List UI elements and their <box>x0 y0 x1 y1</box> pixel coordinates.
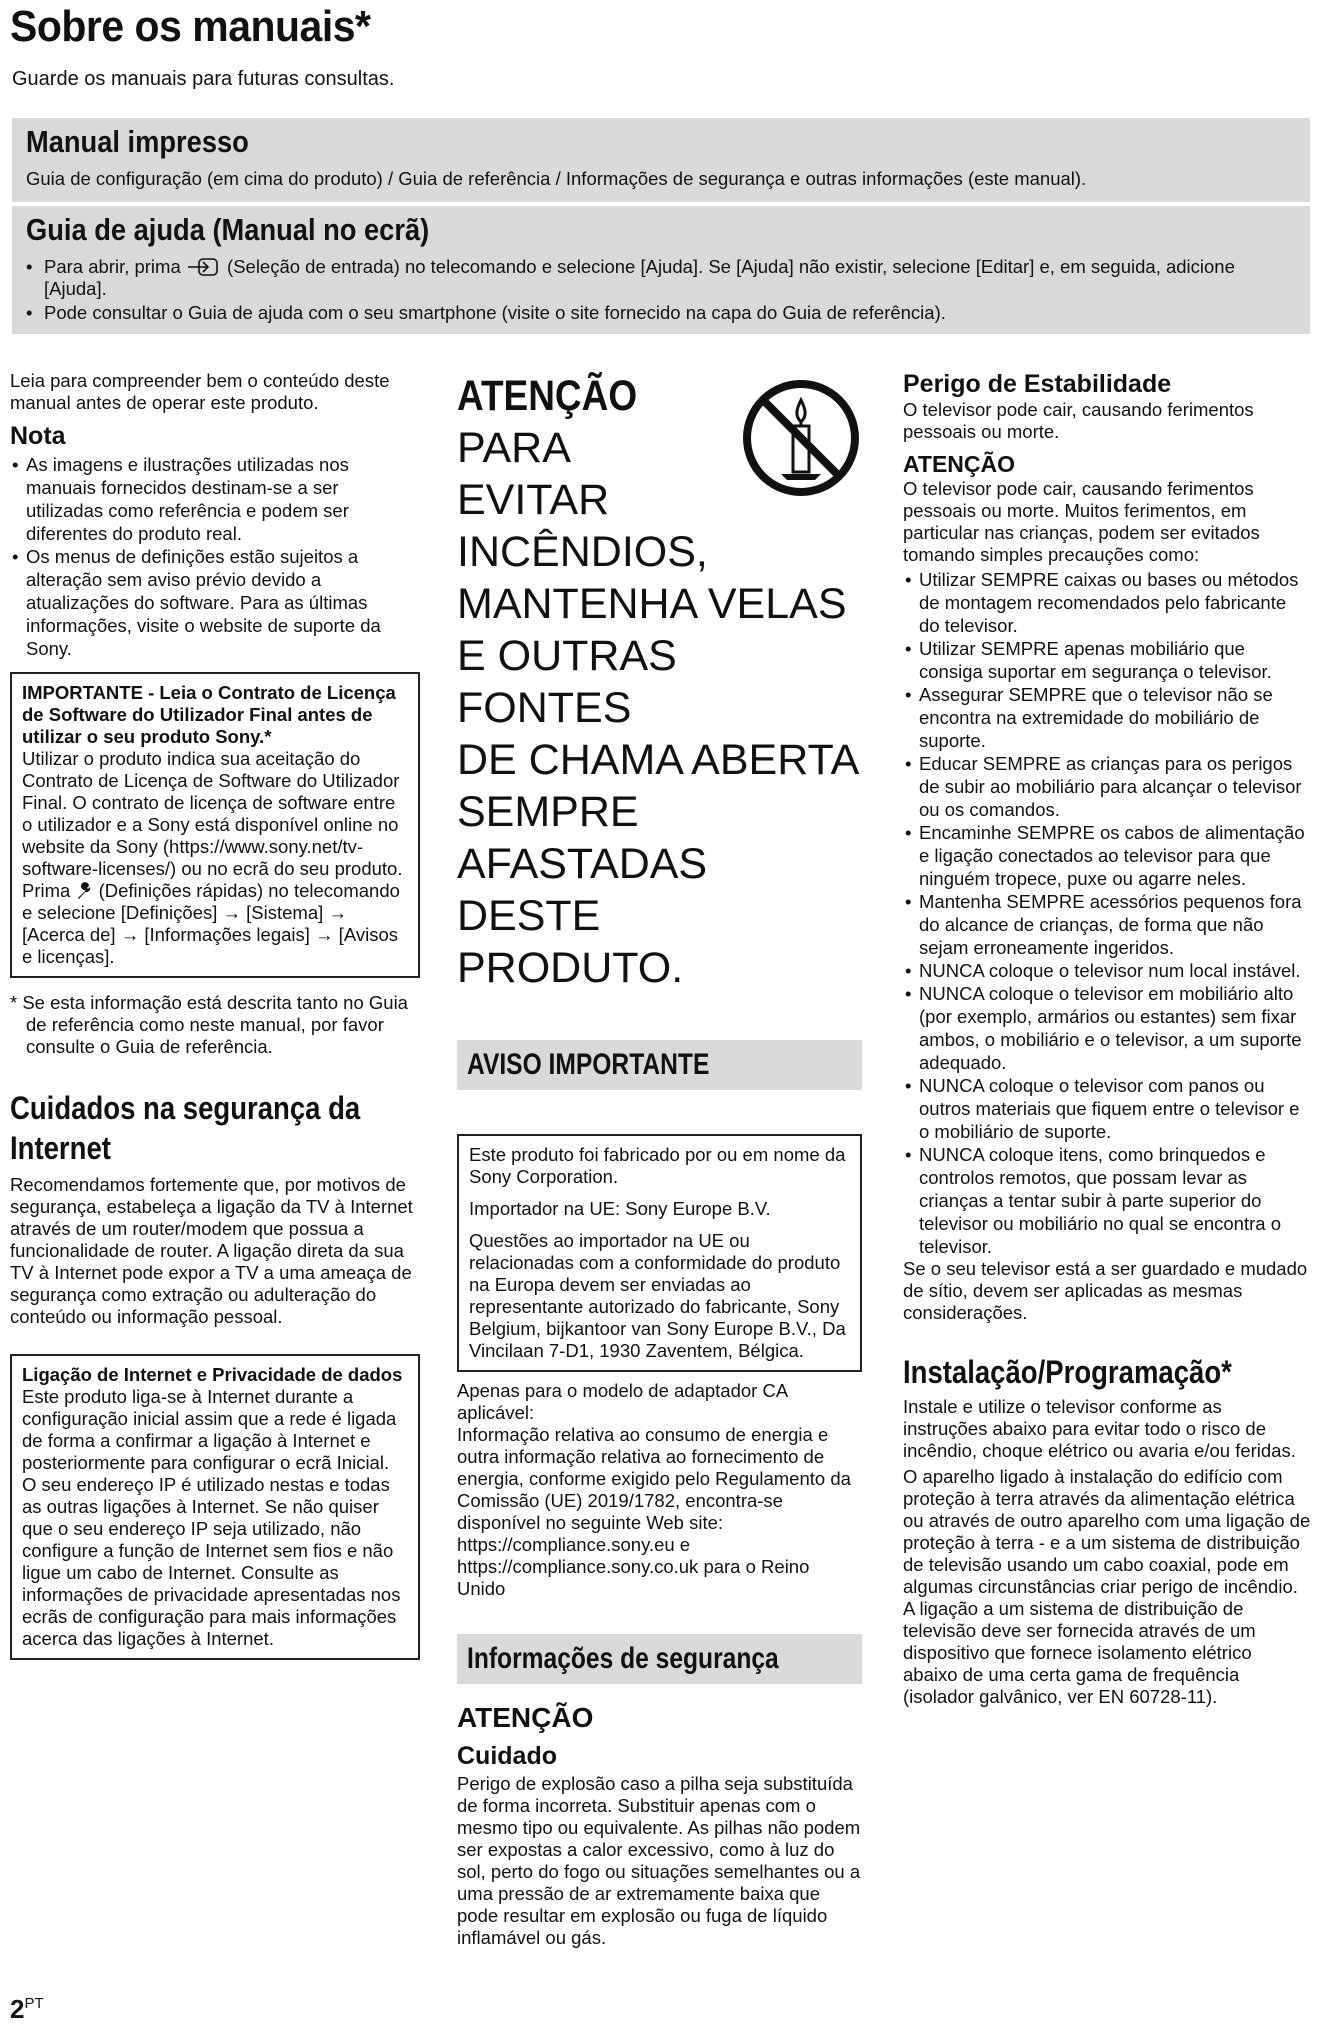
page-title: Sobre os manuais* <box>10 2 371 51</box>
aviso-box <box>457 1134 862 1372</box>
aviso-text: Questões ao importador na UE ou relacionadas com a conformidade do produto na Europa devem ser enviadas ao representante autorizado do fabricante, Sony Belgium, bijkantoor van Sony Europe B.V., Da Vincilaan 7-D1, 1930 Zaventem, Bélgica. <box>469 1230 846 1361</box>
guia-ajuda-item-text: Para abrir, prima <box>44 256 181 277</box>
nota-item: • Os menus de definições estão sujeitos a alteração sem aviso prévio devido a atualizações do software. Para as últimas informações, visite o website de suporte da Sony. <box>10 545 420 660</box>
guia-ajuda-box <box>12 206 1310 336</box>
safety-item: • NUNCA coloque o televisor com panos ou outros materiais que fiquem entre o televisor e o mobiliário de suporte. <box>903 1074 1311 1143</box>
column-right <box>903 370 1311 1708</box>
safety-list <box>903 568 1311 1258</box>
atencao-text: O televisor pode cair, causando ferimentos pessoais ou morte. Muitos ferimentos, em particular nas crianças, podem ser evitados tomando simples precauções como: <box>903 478 1260 565</box>
install-title: Instalação/Programação* <box>903 1354 1232 1390</box>
fire-warning-head: ATENÇÃO <box>457 372 638 420</box>
install-text: Instale e utilize o televisor conforme as instruções abaixo para evitar todo o risco de incêndio, choque elétrico ou avaria e/ou feridas. <box>903 1396 1296 1461</box>
quick-settings-icon <box>75 880 98 901</box>
aviso-text: Este produto foi fabricado por ou em nome da Sony Corporation. <box>469 1144 846 1187</box>
intro-text: Leia para compreender bem o conteúdo deste manual antes de operar este produto. <box>10 370 390 413</box>
internet-text: Recomendamos fortemente que, por motivos de segurança, estabeleça a ligação da TV à Internet através de um router/modem que possua a funcionalidade de router. A ligação direta da sua TV à Internet pode expor a TV a uma ameaça de segurança como extração ou adulteração do conteúdo ou informação pessoal. <box>10 1174 413 1327</box>
safety-item: • Educar SEMPRE as crianças para os perigos de subir ao mobiliário para alcançar o televisor ou os comandos. <box>903 752 1311 821</box>
nota-item: • As imagens e ilustrações utilizadas nos manuais fornecidos destinam-se a ser utilizadas como referência e podem ser diferentes do produto real. <box>10 453 420 545</box>
guia-ajuda-item-text: (Seleção de entrada) no telecomando e selecione [Ajuda]. Se [Ajuda] não existir, selecione [Editar] e, em seguida, adicione [Ajuda]. <box>44 256 1235 299</box>
safety-item: • Assegurar SEMPRE que o televisor não se encontra na extremidade do mobiliário de suporte. <box>903 683 1311 752</box>
cuidado-heading: Cuidado <box>457 1742 557 1770</box>
move-text: Se o seu televisor está a ser guardado e mudado de sítio, devem ser aplicadas as mesmas considerações. <box>903 1258 1308 1323</box>
cuidado-text: Perigo de explosão caso a pilha seja substituída de forma incorreta. Substituir apenas com o mesmo tipo ou equivalente. As pilhas não podem ser expostas a calor excessivo, como à luz do sol, perto do fogo ou situações semelhantes ou a uma pressão de ar extremamente baixa que pode resultar em explosão ou fuga de líquido inflamável ou gás. <box>457 1773 861 1948</box>
safety-item: • Encaminhe SEMPRE os cabos de alimentação e ligação conectados ao televisor para que ninguém tropece, puxe ou agarre neles. <box>903 821 1311 890</box>
license-instructions: Prima (Definições rápidas) no telecomando e selecione [Definições] → [Sistema] → [Acerca de] → [Informações legais] → [Avisos e licenças]. <box>22 880 400 967</box>
seguranca-header: Informações de segurança <box>457 1634 862 1684</box>
fire-warning <box>457 370 862 994</box>
guia-ajuda-item <box>26 256 1296 300</box>
page-number: $2^{PT}$ <box>10 1994 44 2024</box>
license-title: IMPORTANTE - Leia o Contrato de Licença de Software do Utilizador Final antes de utilizar o seu produto Sony.* <box>22 682 396 747</box>
column-middle <box>457 370 862 1949</box>
guia-ajuda-item: • Pode consultar o Guia de ajuda com o seu smartphone (visite o site fornecido na capa do Guia de referência). <box>26 302 1296 324</box>
estabilidade-text: O televisor pode cair, causando ferimentos pessoais ou morte. <box>903 399 1254 442</box>
fire-warning-text: ATENÇÃO PARA EVITAR INCÊNDIOS, MANTENHA VELAS E OUTRAS FONTES DE CHAMA ABERTA SEMPRE AFASTADAS DESTE PRODUTO. <box>457 372 860 992</box>
adapter-text: Apenas para o modelo de adaptador CA aplicável: Informação relativa ao consumo de energia e outra informação relativa ao fornecimento de energia, conforme exigido pelo Regulamento da Comissão (UE) 2019/1782, encontra-se disponível no seguinte Web site: https://compliance.sony.eu e https://compliance.sony.co.uk para o Reino Unido <box>457 1380 851 1599</box>
guia-ajuda-title: Guia de ajuda (Manual no ecrã) <box>26 212 430 247</box>
nota-title: Nota <box>10 422 66 450</box>
safety-item: • NUNCA coloque o televisor num local instável. <box>903 959 1311 982</box>
guia-ajuda-list <box>26 256 1296 326</box>
nota-list <box>10 453 420 660</box>
license-text: Utilizar o produto indica sua aceitação do Contrato de Licença de Software do Utilizador Final. O contrato de licença de software entre o utilizador e a Sony está disponível online no website da Sony (https://www.sony.net/tv-software-licenses/) ou no ecrã do seu produto. <box>22 748 403 879</box>
safety-item: • Mantenha SEMPRE acessórios pequenos fora do alcance de crianças, de forma que não sejam erroneamente ingeridos. <box>903 890 1311 959</box>
page-subtitle: Guarde os manuais para futuras consultas. <box>12 68 395 90</box>
column-left <box>10 370 420 1660</box>
safety-item: • NUNCA coloque itens, como brinquedos e controlos remotos, que possam levar as crianças a tentar subir à parte superior do televisor ou mobiliário no qual se encontra o televisor. <box>903 1143 1311 1258</box>
input-select-icon <box>186 257 222 277</box>
privacy-box <box>10 1354 420 1660</box>
install-text: O aparelho ligado à instalação do edifício com proteção à terra através da alimentação elétrica ou através de outro aparelho com uma ligação de proteção à terra - e a um sistema de distribuição de televisão usando um cabo coaxial, pode em algumas circunstâncias criar perigo de incêndio. A ligação a um sistema de distribuição de televisão deve ser fornecida através de um dispositivo que fornece isolamento elétrico abaixo de uma certa gama de frequência (isolador galvânico, ver EN 60728-11). <box>903 1466 1311 1707</box>
aviso-header: AVISO IMPORTANTE <box>457 1040 862 1090</box>
privacy-text: Este produto liga-se à Internet durante a configuração inicial assim que a rede é ligada de forma a confirmar a ligação à Internet e posteriormente para configurar o ecrã Inicial. O seu endereço IP é utilizado nestas e todas as outras ligações à Internet. Se não quiser que o seu endereço IP seja utilizado, não configure a função de Internet sem fios e não ligue um cabo de Internet. Consulte as informações de privacidade apresentadas nos ecrãs de configuração para mais informações acerca das ligações à Internet. <box>22 1386 401 1649</box>
estabilidade-title: Perigo de Estabilidade <box>903 370 1172 398</box>
internet-title: Cuidados na segurança da Internet <box>10 1090 361 1166</box>
manual-impresso-title: Manual impresso <box>26 124 249 159</box>
safety-item: • Utilizar SEMPRE apenas mobiliário que consiga suportar em segurança o televisor. <box>903 637 1311 683</box>
license-box <box>10 672 420 978</box>
atencao-heading: ATENÇÃO <box>903 451 1016 477</box>
manual-impresso-box <box>12 118 1310 204</box>
aviso-text: Importador na UE: Sony Europe B.V. <box>469 1198 771 1219</box>
privacy-title: Ligação de Internet e Privacidade de dados <box>22 1364 403 1385</box>
safety-item: • Utilizar SEMPRE caixas ou bases ou métodos de montagem recomendados pelo fabricante do televisor. <box>903 568 1311 637</box>
safety-item: • NUNCA coloque o televisor em mobiliário alto (por exemplo, armários ou estantes) sem fixar ambos, o mobiliário e o televisor, a um suporte adequado. <box>903 982 1311 1074</box>
manual-impresso-text: Guia de configuração (em cima do produto) / Guia de referência / Informações de segurança e outras informações (este manual). <box>26 168 1087 189</box>
footnote: * Se esta informação está descrita tanto no Guia de referência como neste manual, por favor consulte o Guia de referência. <box>10 992 408 1057</box>
atencao-heading: ATENÇÃO <box>457 1702 594 1733</box>
